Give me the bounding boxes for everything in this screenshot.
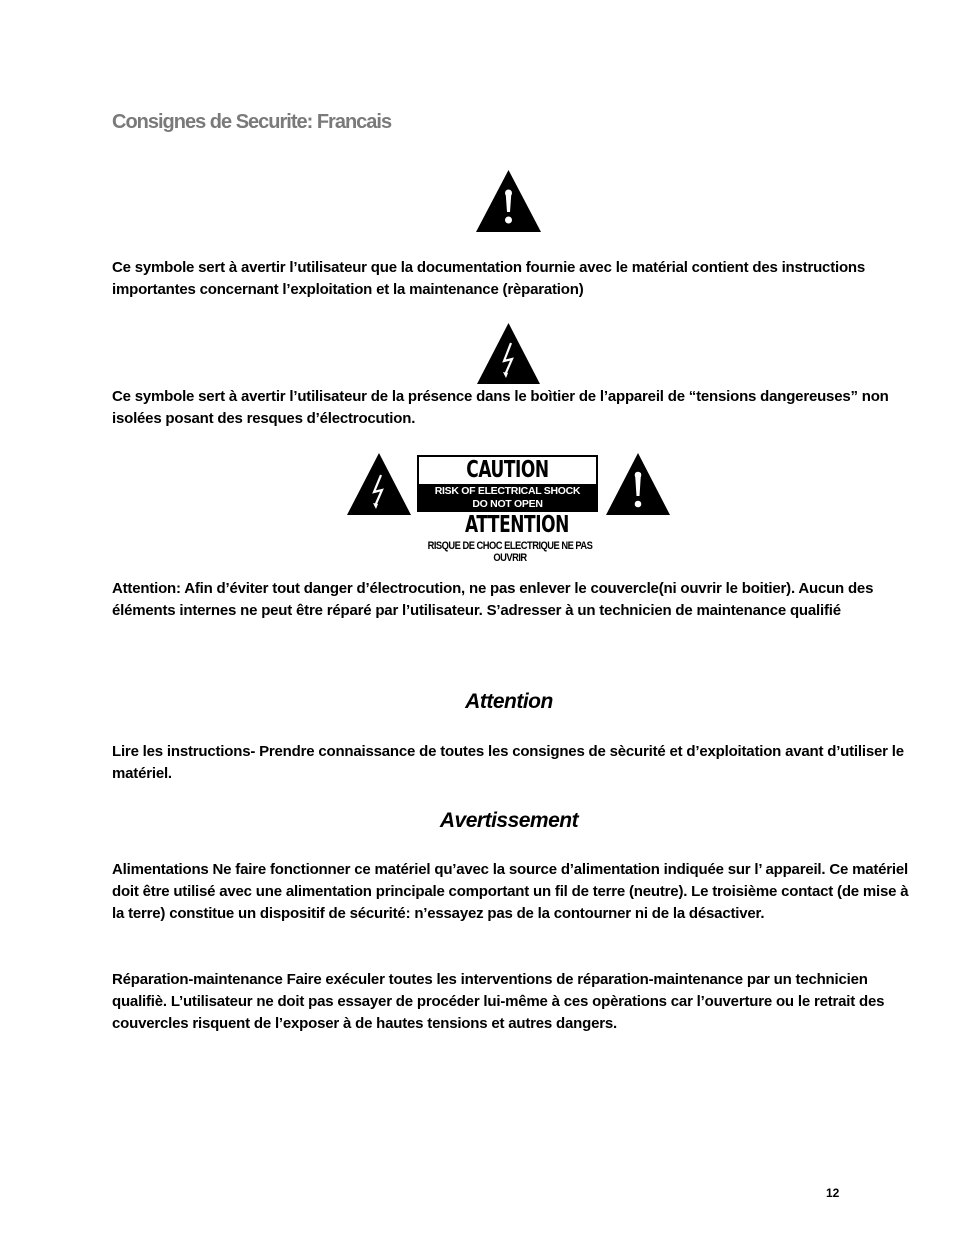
caution-line-2: DO NOT OPEN	[472, 498, 543, 510]
caution-band	[419, 484, 596, 512]
page-title: Consignes de Securite: Francais	[112, 111, 392, 133]
avertissement-heading: Avertissement	[439, 809, 579, 832]
caution-label	[417, 455, 598, 512]
lightning-warning-icon	[347, 453, 411, 515]
page-number: 12	[826, 1186, 840, 1200]
exclamation-warning-icon	[476, 170, 541, 232]
attention-label-word: ATTENTION	[465, 512, 569, 538]
exclamation-warning-icon	[606, 453, 670, 515]
repair-paragraph: Réparation-maintenance Faire exéculer toutes les interventions de réparation-maintenance par un technicien qualifiè. L’utilisateur ne doit pas essayer de procéder lui-même à ces opèrations car l’ouverture ou le retrait des couvercles risquent de l’exposer à de hautes tensions et autres dangers.	[112, 971, 885, 1032]
attention-label-subtext: RISQUE DE CHOC ELECTRIQUE NE PAS OUVRIR	[427, 540, 593, 564]
attention-cover-paragraph: Attention: Afin d’éviter tout danger d’électrocution, ne pas enlever le couvercle(ni ouvrir le boitier). Aucun des éléments internes ne peut être réparé par l’utilisateur. S’adresser à un technicien de maintenance qualifié	[112, 580, 874, 619]
caution-line-1: RISK OF ELECTRICAL SHOCK	[434, 485, 581, 497]
lightning-warning-icon	[477, 323, 540, 384]
lightning-symbol-paragraph: Ce symbole sert à avertir l’utilisateur de la présence dans le boìtier de l’appareil de “tensions dangereuses” non isolées posant des resques d’électrocution.	[112, 388, 889, 427]
power-paragraph: Alimentations Ne faire fonctionner ce matériel qu’avec la source d’alimentation indiquée sur l’ appareil. Ce matériel doit être utilisé avec une alimentation principale comportant un fil de terre (neutre). Le troisième contact (de mise à la terre) constitue un dispositif de sécurité: n’essayez pas de la contourner ni de la désactiver.	[112, 861, 909, 922]
caution-word: CAUTION	[466, 457, 549, 483]
exclamation-symbol-paragraph: Ce symbole sert à avertir l’utilisateur que la documentation fournie avec le matérial contient des instructions importantes concernant l’exploitation et la maintenance (rèparation)	[112, 259, 866, 298]
attention-heading: Attention	[465, 690, 553, 713]
read-instructions-paragraph: Lire les instructions- Prendre connaissance de toutes les consignes de sècurité et d’exploitation avant d’utiliser le matériel.	[112, 743, 904, 782]
